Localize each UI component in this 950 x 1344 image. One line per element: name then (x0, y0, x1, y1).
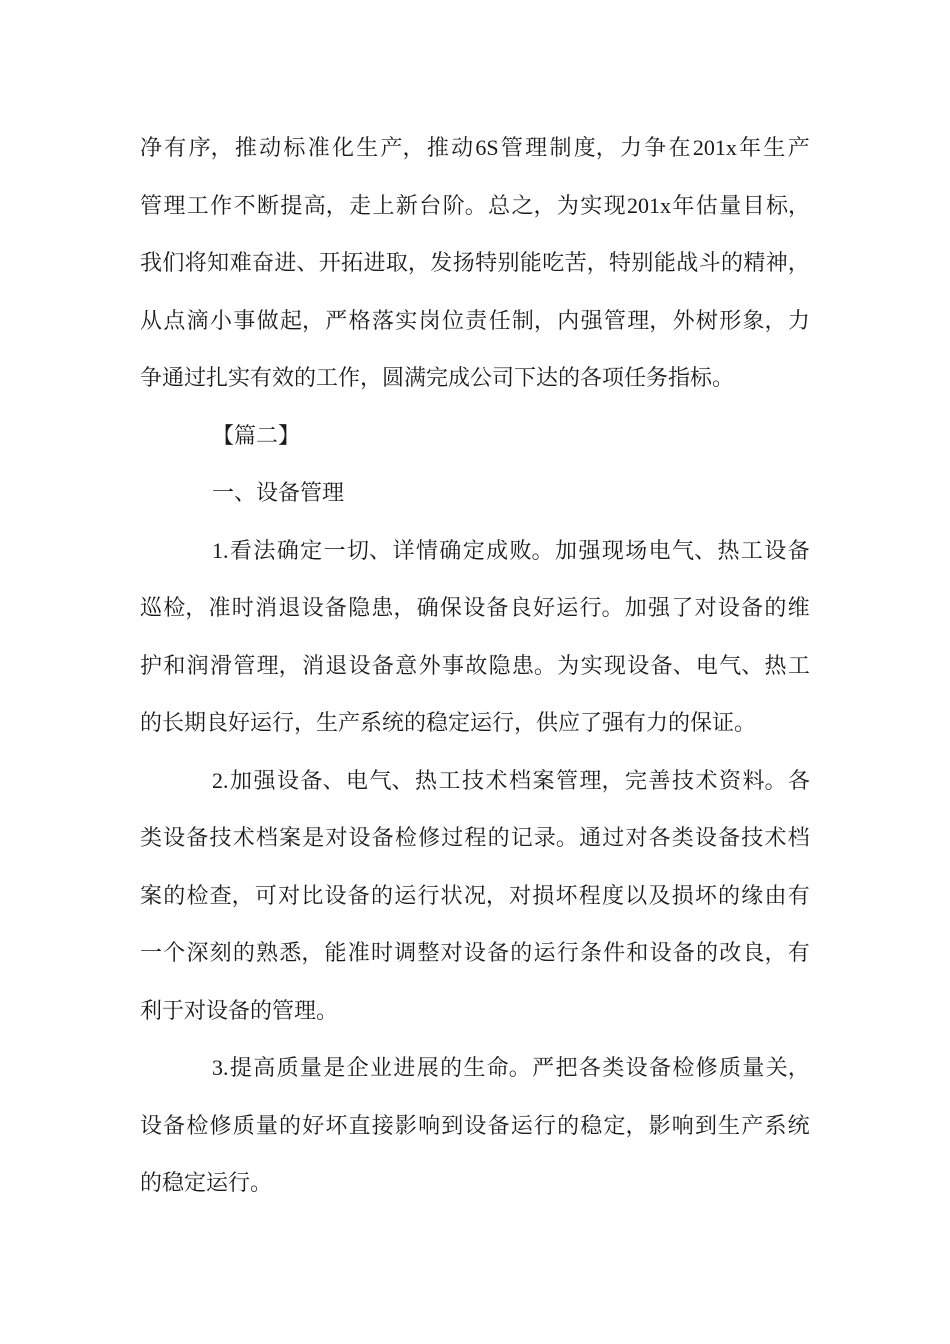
text-line-18: 设 备 检 修 质 量 的 好 坏 直 接 影 响 到 设 备 运 行 的 稳 定， 影 响 到 生 产 系 统 (140, 1112, 810, 1138)
text-line-14: 案 的 检 查， 可 对 比 设 备 的 运 行 状 况， 对 损 坏 程 度 以 及 损 坏 的 缘 由 有 (140, 882, 810, 908)
text-line-4: 从 点 滴 小 事 做 起， 严 格 落 实 岗 位 责 任 制， 内 强 管 理， 外 树 形 象， 力 (140, 307, 810, 333)
document-body (140, 119, 810, 1212)
text-line-13: 类 设 备 技 术 档 案 是 对 设 备 检 修 过 程 的 记 录。 通 过 对 各 类 设 备 技 术 档 (140, 825, 810, 850)
text-line-9: 巡 检， 准 时 消 退 设 备 隐 患， 确 保 设 备 良 好 运 行。 加 强 了 对 设 备 的 维 (140, 595, 810, 620)
text-line-15: 一 个 深 刻 的 熟 悉， 能 准 时 调 整 对 设 备 的 运 行 条 件 和 设 备 的 改 良， 有 (140, 940, 810, 965)
text-line-19: 的稳定运行。 (140, 1170, 273, 1195)
text-line-5: 争通过扎实有效的工作，圆满完成公司下达的各项任务指标。 (140, 365, 735, 390)
text-line-11: 的长期良好运行，生产系统的稳定运行，供应了强有力的保证。 (140, 710, 757, 735)
text-line-16: 利于对设备的管理。 (140, 997, 339, 1023)
text-line-12: 2. 加 强 设 备、 电 气、 热 工 技 术 档 案 管 理， 完 善 技 术 资 料。 各 (212, 767, 810, 793)
text-line-2: 管 理 工 作 不 断 提 高， 走 上 新 台 阶。 总 之， 为 实 现 201x 年 估 量 目 标， (140, 192, 810, 218)
text-line-3: 我 们 将 知 难 奋 进、 开 拓 进 取， 发 扬 特 别 能 吃 苦， 特 别 能 战 斗 的 精 神， (140, 250, 810, 275)
text-line-17: 3. 提 高 质 量 是 企 业 进 展 的 生 命。 严 把 各 类 设 备 检 修 质 量 关， (212, 1055, 810, 1080)
text-line-8: 1. 看 法 确 定 一 切、 详 情 确 定 成 败。 加 强 现 场 电 气、 热 工 设 备 (212, 537, 810, 563)
text-line-10: 护 和 润 滑 管 理， 消 退 设 备 意 外 事 故 隐 患。 为 实 现 设 备、 电 气、 热 工 (140, 652, 810, 678)
section-heading-equipment-management: 一、设备管理 (212, 480, 345, 505)
text-line-1: 净 有 序， 推 动 标 准 化 生 产， 推 动 6S 管 理 制 度， 力 争 在 201x 年 生 产 (140, 135, 810, 160)
section-heading-pian-2: 【篇二】 (212, 422, 301, 448)
